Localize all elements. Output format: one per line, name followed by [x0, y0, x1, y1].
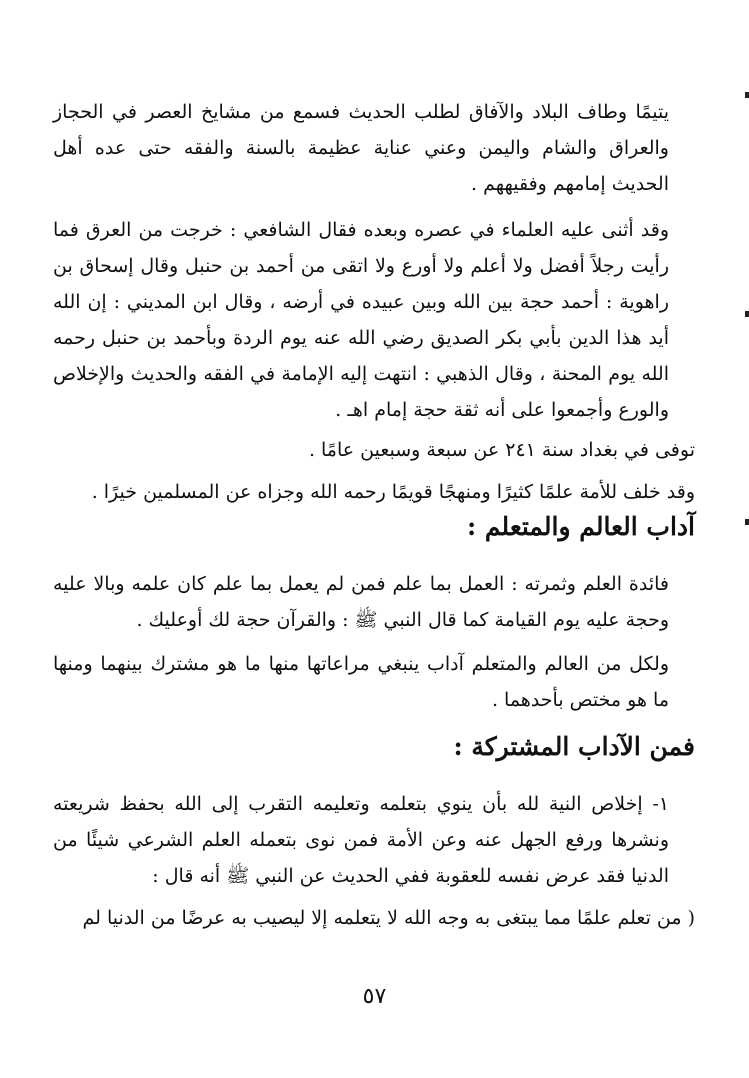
sincerity-paragraph: ١- إخلاص النية لله بأن ينوي بتعلمه وتعليمه التقرب إلى الله بحفظ شريعته ونشرها ورفع الجهل عنه وعن الأمة فمن نوى بتعمله العلم الشرعي شيئًا من الدنيا فقد عرض نفسه للعقوبة ففي الحديث عن النبي ﷺ أنه قال : [53, 793, 669, 887]
page-edge-mark [745, 92, 749, 98]
biography-paragraph: يتيمًا وطاف البلاد والآفاق لطلب الحديث فسمع من مشايخ العصر في الحجاز والعراق والشام واليمن وعني عناية عظيمة بالسنة والفقه حتى عده أهل الحديث إمامهم وفقيههم . [53, 101, 669, 195]
legacy-paragraph: وقد خلف للأمة علمًا كثيرًا ومنهجًا قويمًا رحمه الله وجزاه عن المسلمين خيرًا . [91, 481, 695, 503]
shared-etiquette-text-block [53, 786, 695, 936]
etiquette-text-block [53, 566, 695, 718]
intro-text-block [53, 94, 695, 510]
scholars-praise-paragraph: وقد أثنى عليه العلماء في عصره وبعده فقال الشافعي : خرجت من العرق فما رأيت رجلاً أفضل ولا أعلم ولا أورع ولا اتقى من أحمد بن حنبل وقال إسحاق بن راهوية : أحمد حجة بين الله وبين عبيده في أرضه ، وقال ابن المديني : إن الله أيد هذا الدين بأبي بكر الصديق رضي الله عنه يوم الردة وبأحمد بن حنبل رحمه الله يوم المحنة ، وقال الذهبي : انتهت إليه الإمامة في الفقه والحديث والإخلاص والورع وأجمعوا على أنه ثقة حجة إمام اهـ . [53, 219, 669, 421]
section-heading-shared-etiquette: فمن الآداب المشتركة : [453, 732, 695, 761]
hadith-quote-paragraph: ( من تعلم علمًا مما يبتغى به وجه الله لا يتعلمه إلا ليصيب به عرضًا من الدنيا لم [82, 907, 695, 929]
knowledge-benefit-paragraph: فائدة العلم وثمرته : العمل بما علم فمن لم يعمل بما علم كان علمه وبالا عليه وحجة عليه يوم القيامة كما قال النبي ﷺ : والقرآن حجة لك أوعليك . [53, 573, 669, 631]
page-edge-mark [745, 311, 749, 317]
section-heading-etiquette: آداب العالم والمتعلم : [466, 512, 695, 541]
death-paragraph: توفى في بغداد سنة ٢٤١ عن سبعة وسبعين عامًا . [308, 439, 695, 461]
shared-etiquette-intro-paragraph: ولكل من العالم والمتعلم آداب ينبغي مراعاتها منها ما هو مشترك بينهما ومنها ما هو مختص بأحدهما . [53, 653, 669, 711]
page-edge-mark [745, 519, 749, 525]
page-number: ٥٧ [362, 984, 387, 1009]
